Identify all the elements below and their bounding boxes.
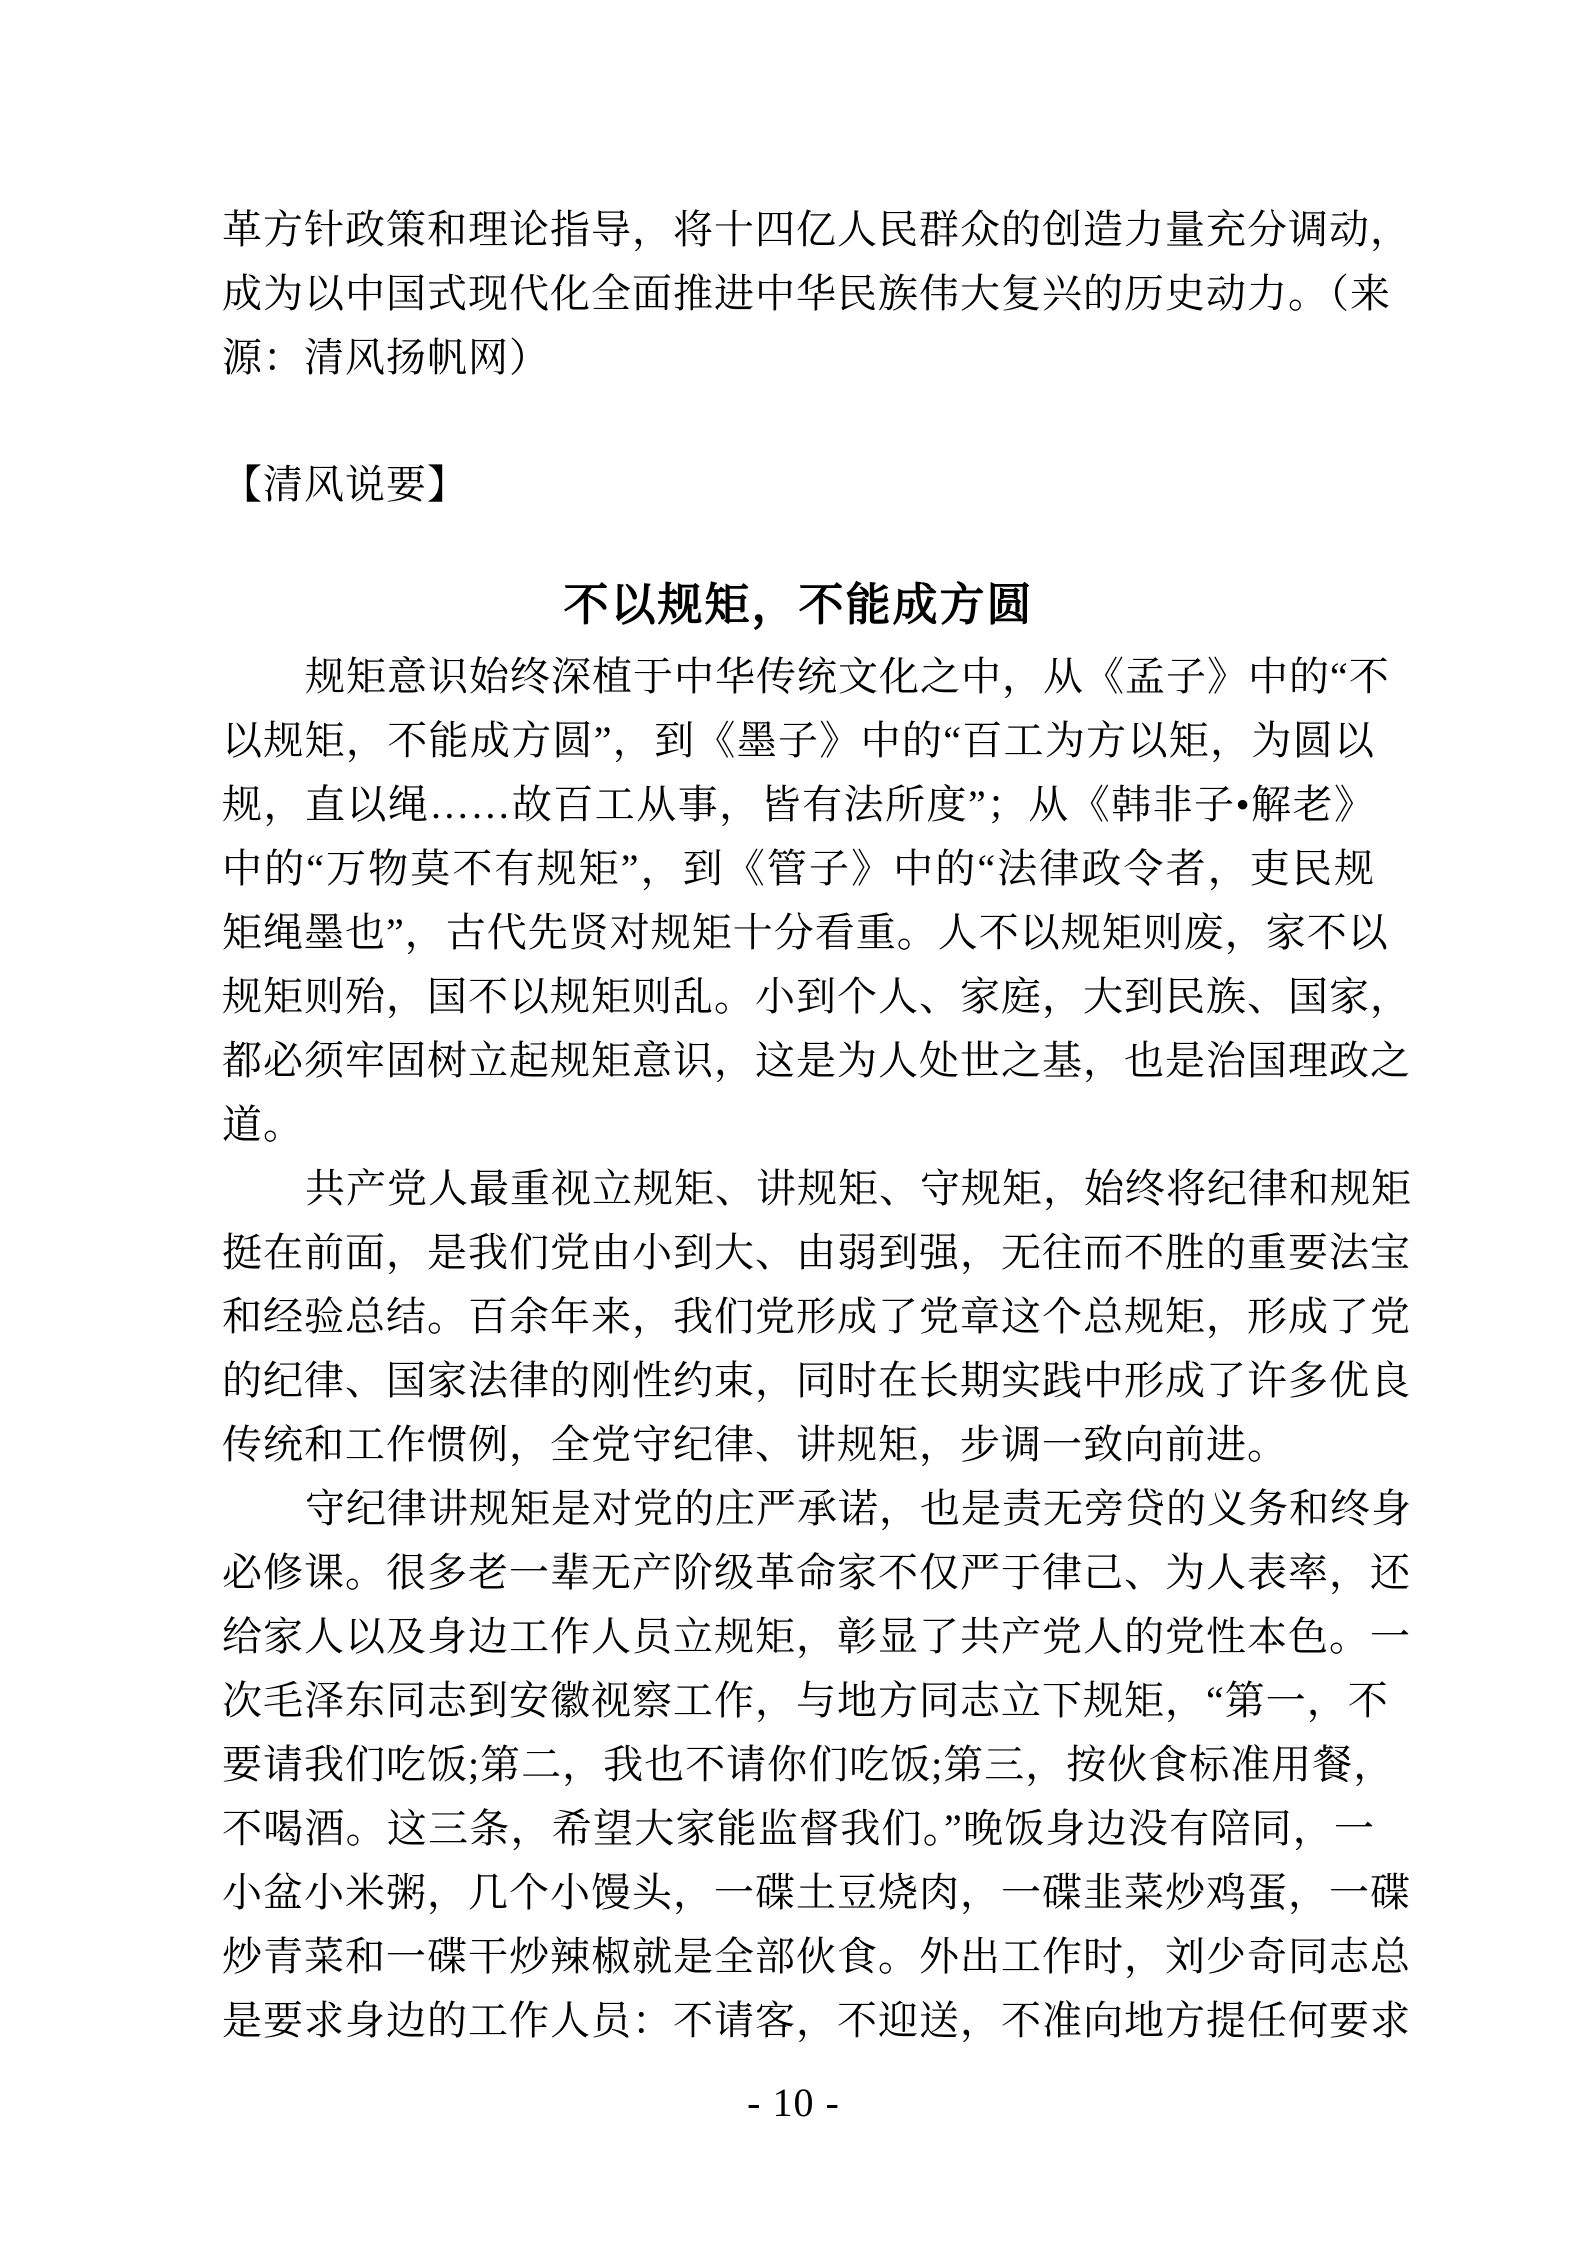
text-line: 和经验总结。百余年来，我们党形成了党章这个总规矩，形成了党 bbox=[222, 1294, 1411, 1339]
text-line: 中的“万物莫不有规矩”，到《管子》中的“法律政令者，吏民规 bbox=[222, 846, 1375, 891]
page-number: - 10 - bbox=[747, 2080, 840, 2125]
text-line: 传统和工作惯例，全党守纪律、讲规矩，步调一致向前进。 bbox=[222, 1422, 1288, 1467]
text-line: 是要求身边的工作人员：不请客，不迎送，不准向地方提任何要求 bbox=[222, 1998, 1411, 2043]
text-line: 的纪律、国家法律的刚性约束，同时在长期实践中形成了许多优良 bbox=[222, 1358, 1411, 1403]
text-line: 给家人以及身边工作人员立规矩，彰显了共产党人的党性本色。一 bbox=[222, 1614, 1411, 1659]
text-line: 炒青菜和一碟干炒辣椒就是全部伙食。外出工作时，刘少奇同志总 bbox=[222, 1934, 1411, 1979]
text-line: 以规矩，不能成方圆”，到《墨子》中的“百工为方以矩，为圆以 bbox=[222, 718, 1375, 763]
text-line: 必修课。很多老一辈无产阶级革命家不仅严于律己、为人表率，还 bbox=[222, 1550, 1411, 1595]
text-line: 革方针政策和理论指导，将十四亿人民群众的创造力量充分调动， bbox=[222, 207, 1411, 252]
text-line: 都必须牢固树立起规矩意识，这是为人处世之基，也是治国理政之 bbox=[222, 1038, 1411, 1083]
text-line: 规矩则殆，国不以规矩则乱。小到个人、家庭，大到民族、国家， bbox=[222, 974, 1411, 1019]
text-line: 共产党人最重视立规矩、讲规矩、守规矩，始终将纪律和规矩 bbox=[305, 1166, 1412, 1211]
text-line: 道。 bbox=[222, 1102, 304, 1147]
text-line: 挺在前面，是我们党由小到大、由弱到强，无往而不胜的重要法宝 bbox=[222, 1230, 1411, 1275]
article-title: 不以规矩，不能成方圆 bbox=[563, 580, 1034, 630]
text-line: 成为以中国式现代化全面推进中华民族伟大复兴的历史动力。（来 bbox=[222, 271, 1391, 316]
continuation-paragraph bbox=[222, 198, 1411, 390]
text-line: 不喝酒。这三条，希望大家能监督我们。”晚饭身边没有陪同，一 bbox=[222, 1806, 1375, 1851]
text-line: 小盆小米粥，几个小馒头，一碟土豆烧肉，一碟韭菜炒鸡蛋，一碟 bbox=[222, 1870, 1411, 1915]
text-line: 次毛泽东同志到安徽视察工作，与地方同志立下规矩，“第一，不 bbox=[222, 1678, 1389, 1723]
text-line: 要请我们吃饭;第二，我也不请你们吃饭;第三，按伙食标准用餐， bbox=[222, 1742, 1395, 1787]
text-line: 源：清风扬帆网） bbox=[222, 335, 550, 380]
section-heading: 【清风说要】 bbox=[222, 462, 468, 507]
text-line: 规，直以绳……故百工从事，皆有法所度”；从《韩非子•解老》 bbox=[222, 782, 1375, 827]
text-line: 矩绳墨也”，古代先贤对规矩十分看重。人不以规矩则废，家不以 bbox=[222, 910, 1389, 955]
text-line: 守纪律讲规矩是对党的庄严承诺，也是责无旁贷的义务和终身 bbox=[305, 1486, 1412, 1531]
article-body bbox=[222, 645, 1412, 2053]
text-line: 规矩意识始终深植于中华传统文化之中，从《孟子》中的“不 bbox=[305, 654, 1390, 699]
